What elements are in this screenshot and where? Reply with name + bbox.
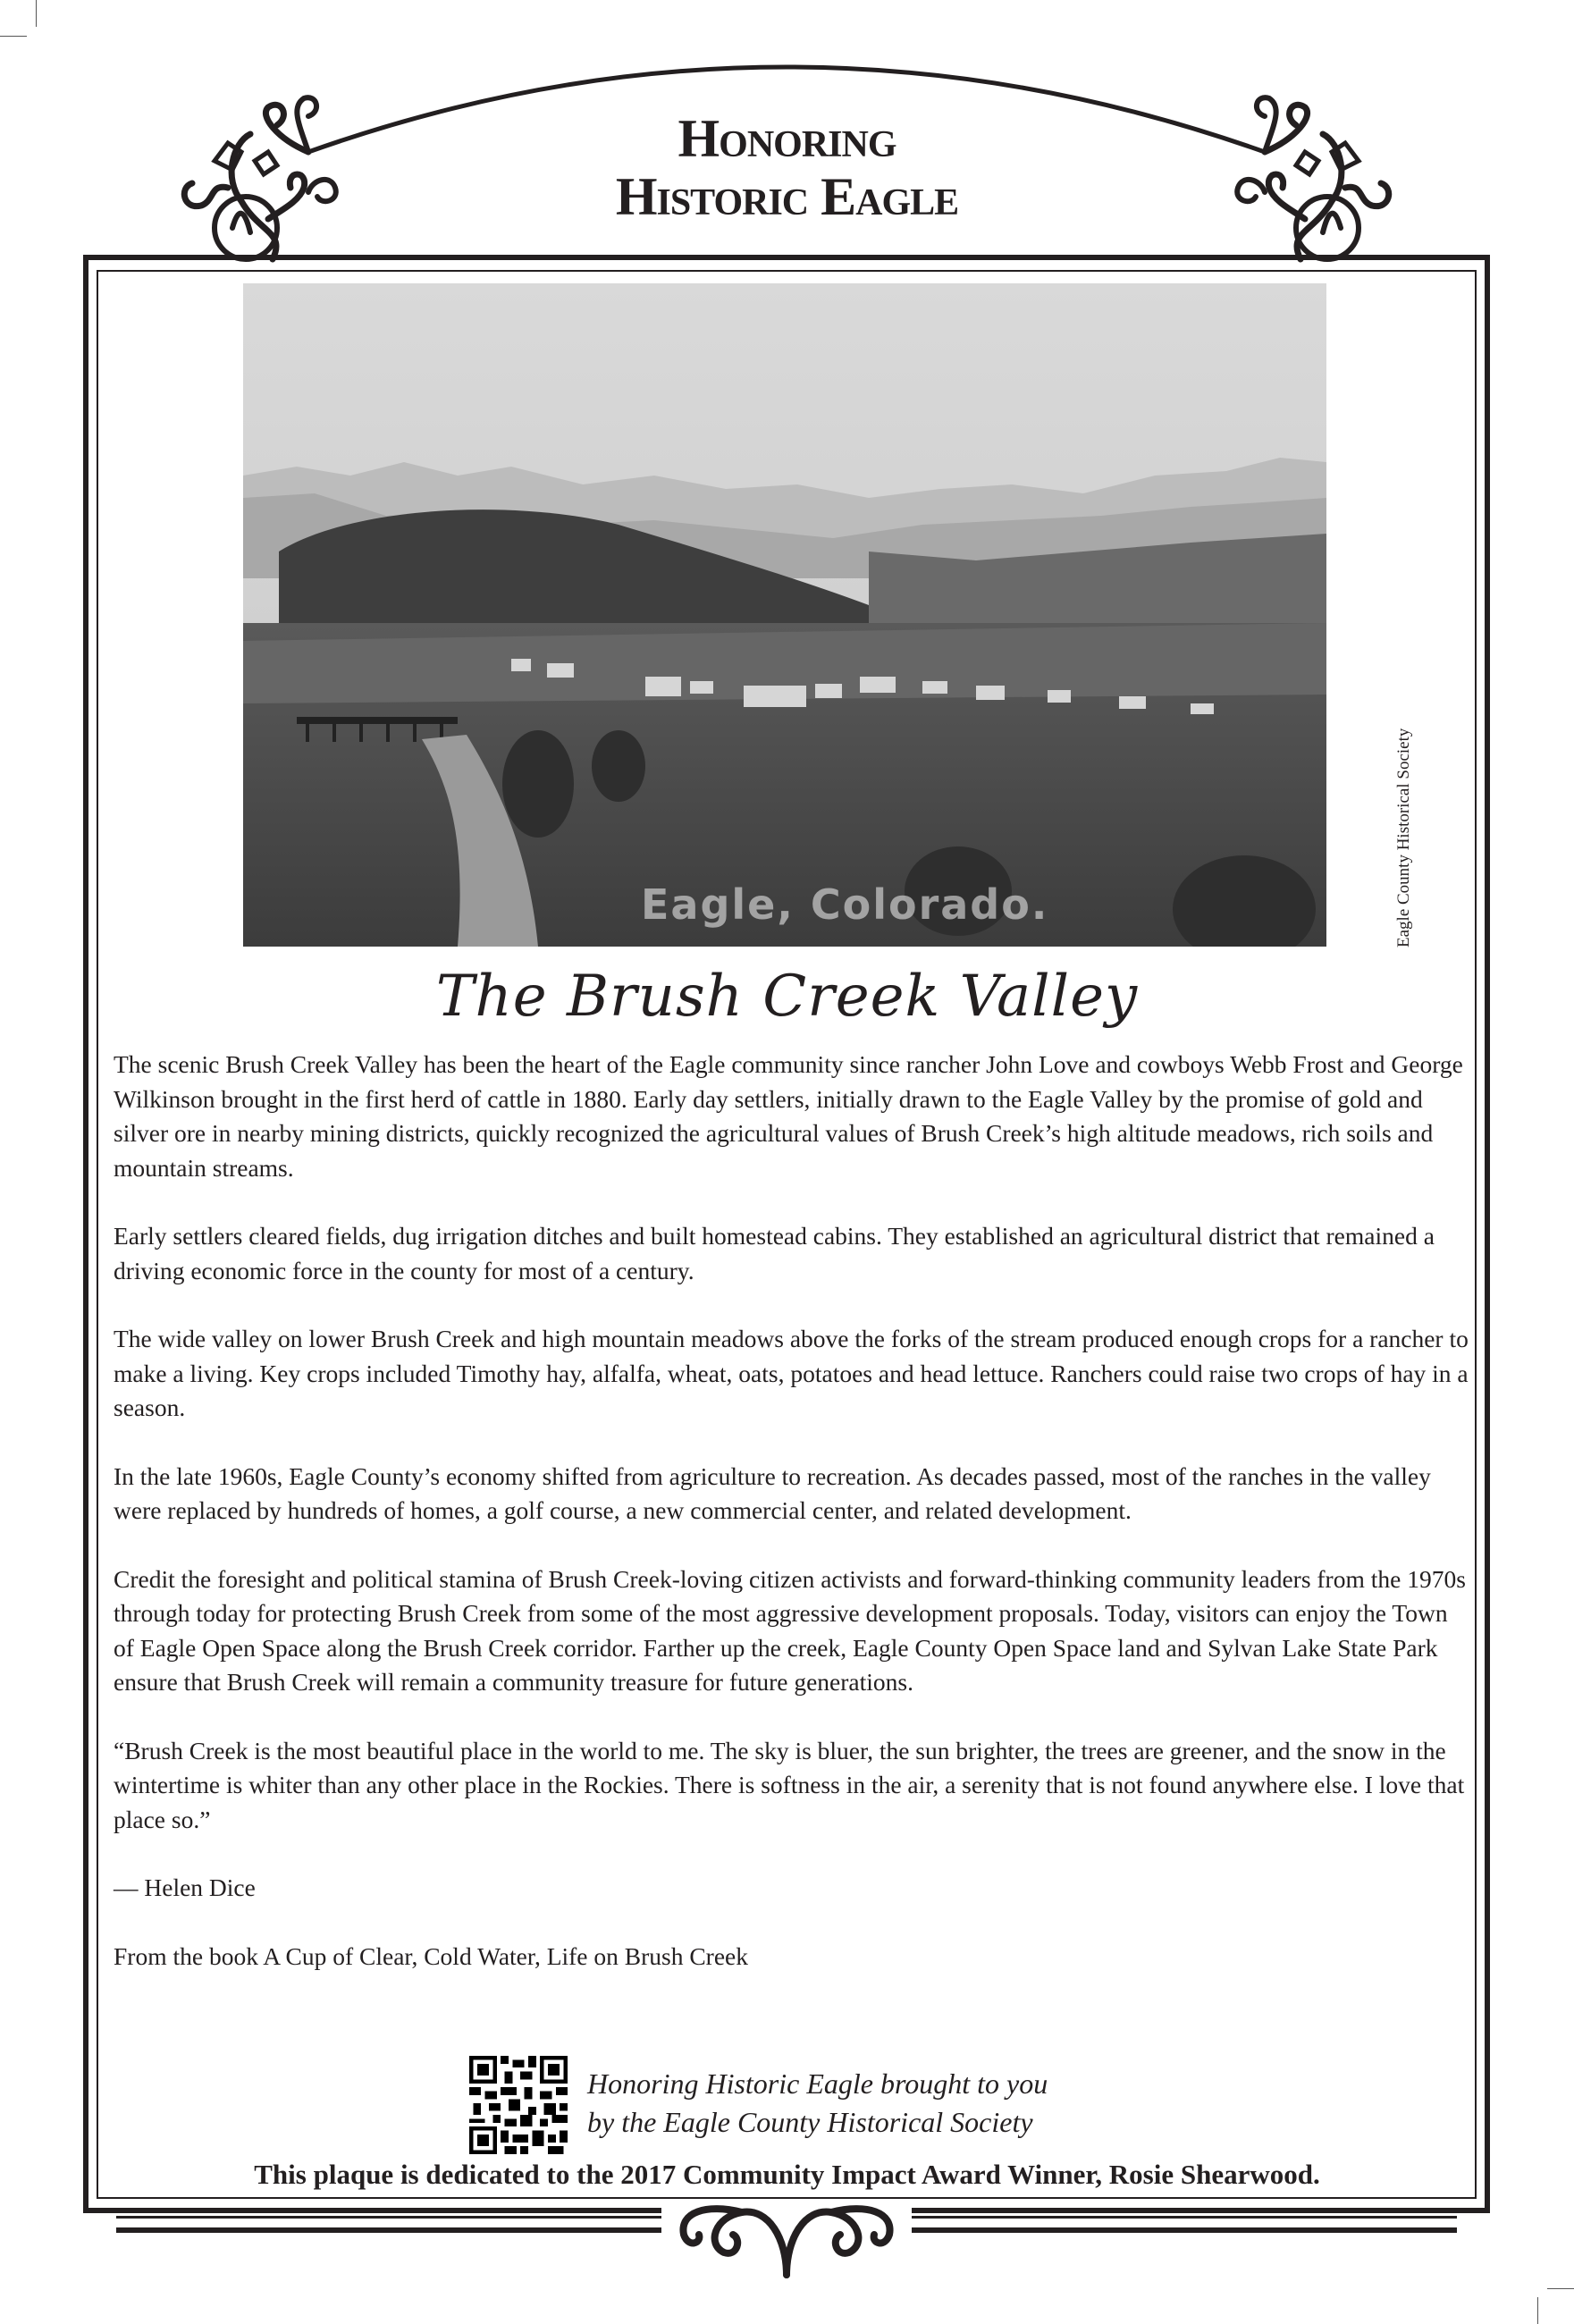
header-title-line2: [0, 167, 1574, 226]
quote-paragraph: “Brush Creek is the most beautiful place in the world to me. The sky is bluer, the sun brighter, the trees are greener, and the snow in the wintertime is whiter than any other place in the Rockies. There is softness in the air, a serenity that is not found anywhere else. I love that place so.”: [114, 1736, 1465, 1833]
paragraph-1: The scenic Brush Creek Valley has been the heart of the Eagle community since rancher John Love and cowboys Webb Frost and George Wilkinson brought in the first herd of cattle in 1880. Early day settlers, initially drawn to the Eagle Valley by the promise of gold and silver ore in nearby mining districts, quickly recognized the agricultural values of Brush Creek’s high altitude meadows, rich soils and mountain streams.: [114, 1050, 1463, 1182]
photo-caption-eagle-colorado: Eagle, Colorado.: [641, 880, 1049, 929]
body-text: [114, 1048, 1472, 2008]
crop-mark-bottom-right-v: [1537, 2297, 1538, 2324]
paragraph-5: Credit the foresight and political stamina of Brush Creek-loving citizen activists and forward-thinking community leaders from the 1970s through today for protecting Brush Creek from some of the most aggressive development proposals. Today, visitors can enjoy the Town of Eagle Open Space along the Brush Creek corridor. Farther up the creek, Eagle County Open Space land and Sylvan Lake State Park ensure that Brush Creek will remain a community treasure for future generations.: [114, 1564, 1466, 1696]
quote-author: — Helen Dice: [114, 1874, 256, 1901]
header-title-line1: [0, 109, 1574, 168]
paragraph-3: The wide valley on lower Brush Creek and high mountain meadows above the forks of the stream produced enough crops for a rancher to make a living. Key crops included Timothy hay, alfalfa, wheat, oats, potatoes and head lettuce. Ranchers could raise two crops of hay in a season.: [114, 1325, 1469, 1421]
footer-scroll-ornament: [116, 2203, 1457, 2302]
sponsor-line-2: by the Eagle County Historical Society: [587, 2106, 1033, 2138]
crop-mark-top-left-v: [36, 0, 37, 27]
sponsor-line-1: Honoring Historic Eagle brought to you: [587, 2067, 1048, 2100]
photo-credit: Eagle County Historical Society: [1394, 728, 1413, 947]
dedication-text: This plaque is dedicated to the 2017 Community Impact Award Winner, Rosie Shearwood.: [254, 2159, 1320, 2190]
paragraph-4: In the late 1960s, Eagle County’s economy shifted from agriculture to recreation. As decades passed, most of the ranches in the valley were replaced by hundreds of homes, a golf course, a new commercial center, and related development.: [114, 1461, 1431, 1524]
paragraph-2: Early settlers cleared fields, dug irrigation ditches and built homestead cabins. They established an agricultural district that remained a driving economic force in the county for most of a century.: [114, 1222, 1435, 1284]
section-title: The Brush Creek Valley: [435, 964, 1139, 1030]
header-title-text-1: Honoring: [678, 109, 896, 168]
photo-landscape-illustration: [243, 283, 1326, 947]
sponsor-text: [587, 2065, 1048, 2142]
crop-mark-bottom-right-h: [1547, 2288, 1574, 2289]
quote-source: From the book A Cup of Clear, Cold Water, Life on Brush Creek: [114, 1941, 748, 1970]
sponsor-block: [469, 2056, 1202, 2154]
header-title-text-2: Historic Eagle: [615, 167, 959, 226]
qr-code-icon[interactable]: [469, 2056, 568, 2154]
historic-photo-eagle-colorado: [243, 283, 1326, 947]
crop-mark-top-left-h: [0, 36, 27, 37]
